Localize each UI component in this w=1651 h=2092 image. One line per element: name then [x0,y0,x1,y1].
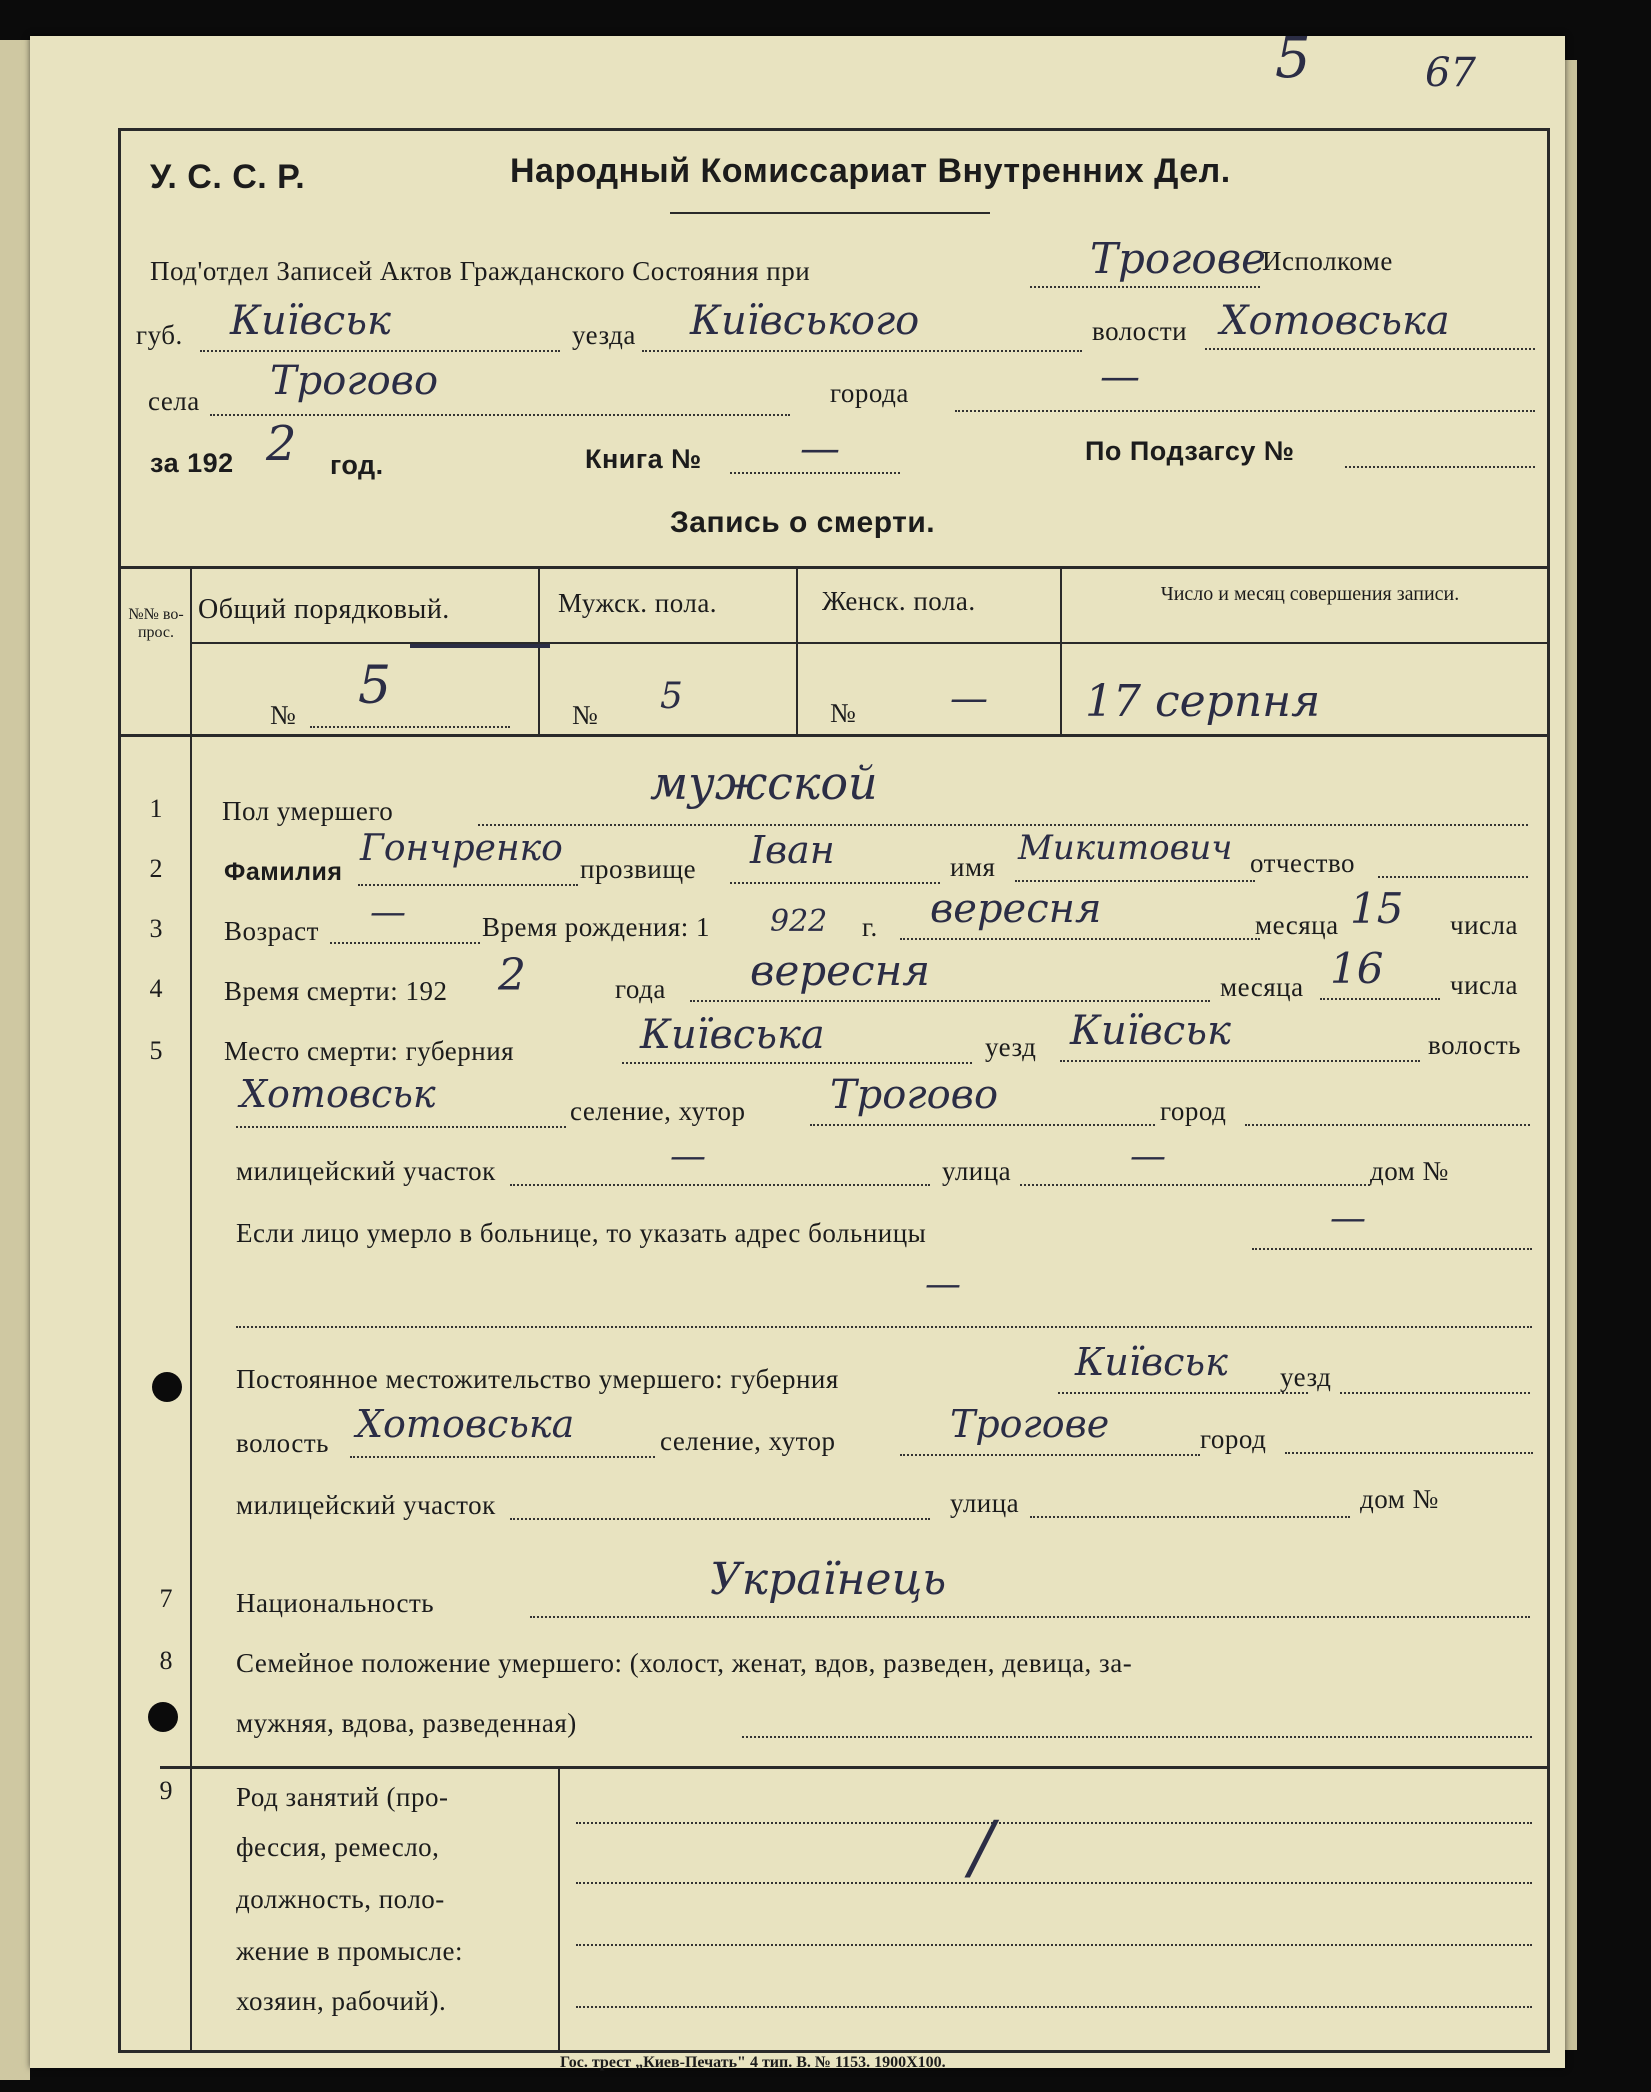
gorod2-label: город [1160,1096,1227,1126]
rod-label-2: фессия, ремесло, [236,1832,440,1862]
milic2-label: милицейский участок [236,1490,496,1520]
ulica-line [1020,1184,1370,1186]
table-col-a [190,566,192,736]
punch-hole-top [152,1372,182,1402]
gub-line [200,350,560,352]
mesyaca-label: месяца [1255,910,1339,940]
post-sel-hw: Трогове [950,1402,1110,1446]
podzag-label: По Подзагсу № [1085,436,1295,466]
imya-hw: Микитович [1018,828,1233,868]
bolnica-hw: — [1330,1198,1366,1239]
selo-line [210,414,790,416]
pol-label: Пол умершего [222,796,394,826]
rod-label-1: Род занятий (про- [236,1782,449,1812]
bolnica-hw2: — [925,1264,961,1305]
mesto-gub-hw: Київська [640,1012,825,1058]
table-col-c [796,566,798,736]
post-sel-line [900,1454,1200,1456]
uezd-label: уезда [572,320,636,350]
gub-hw: Київськ [230,298,391,344]
page-number: 67 [1425,50,1476,96]
mesyaca2-label: месяца [1220,972,1304,1002]
imya-line [1015,880,1255,882]
gorod-hw: — [1100,354,1140,400]
podzag-line [1345,466,1535,468]
document-page [30,26,1565,2071]
frame-left [118,128,121,2053]
mesto-sel-line [810,1124,1155,1126]
smert-month-hw: вересня [750,946,931,995]
punch-hole-bottom [148,1702,178,1732]
uezd-hw: Київського [690,298,920,344]
post-vol-line [350,1456,655,1458]
col-header-general: Общий порядковый. [198,594,450,625]
imya-label: имя [950,852,996,882]
no-label-2: № [572,700,599,730]
volost-label: волости [1092,316,1188,346]
dept-hw: Трогове [1090,234,1266,283]
rod-line-1 [576,1822,1532,1824]
dept-prefix: Под'отдел Записей Актов Гражданского Состояния при [150,256,811,286]
pol-hw: мужской [650,756,878,810]
chisla-label: числа [1450,910,1518,940]
record-title: Запись о смерти. [670,506,936,539]
vr-smerti-label: Время смерти: 192 [224,976,448,1006]
milic-label: милицейский участок [236,1156,496,1186]
semein-line [742,1736,1532,1738]
rozhd-day-hw: 15 [1350,884,1404,933]
vr-rozhd-hw: 922 [770,904,828,939]
dept-line [1030,286,1260,288]
chisla2-label: числа [1450,970,1518,1000]
col-header-question-no: №№ во- прос. [128,606,184,641]
mesto-gub-line [622,1062,972,1064]
ulica2-label: улица [950,1488,1020,1518]
prozv-label: прозвище [580,854,697,884]
mesto-uezd-line [1060,1060,1420,1062]
bolnica-line2 [236,1326,1532,1328]
selenie2-label: селение, хутор [660,1426,836,1456]
selenie-label: селение, хутор [570,1096,746,1126]
vozrast-label: Возраст [224,916,319,946]
rod-line-4 [576,2006,1532,2008]
row-num-2: 2 [149,854,163,883]
bolnica-label: Если лицо умерло в больнице, то указать адрес больницы [236,1218,927,1248]
ulica2-line [1030,1516,1350,1518]
row-num-1: 1 [149,794,163,823]
rod-line-3 [576,1944,1532,1946]
vr-rozhd-label: Время рождения: 1 [482,912,711,942]
mesto-vol-line [236,1126,566,1128]
bolnica-line [1252,1248,1532,1250]
kniga-line [730,472,900,474]
uezd3-line [1340,1392,1530,1394]
smert-month-line [690,1000,1210,1002]
pol-line [478,824,1528,826]
familia-line [358,884,578,886]
volost-hw: Хотовська [1220,298,1450,344]
smert-day-hw: 16 [1330,944,1384,993]
za-label: за 192 [150,448,234,478]
prozv-line [730,882,940,884]
col3-hw: — [950,676,988,720]
smert-day-line [1320,998,1440,1000]
frame-bottom [118,2050,1550,2053]
mesto-uezd-hw: Київськ [1070,1008,1231,1054]
rod-label-4: жение в промысле: [236,1936,464,1966]
header-divider [670,212,990,214]
familia-hw: Гончренко [360,828,563,869]
dept-suffix: Исполкоме [1262,246,1393,276]
no-line-1 [310,726,510,728]
ministry-title: Народный Комиссариат Внутренних Дел. [510,152,1231,190]
row-num-5: 5 [149,1036,163,1065]
table-mid [190,642,1547,644]
table-col-b [538,566,540,736]
vozrast-hw: — [370,892,406,933]
g-label: г. [862,912,878,942]
rod-box-divider [558,1766,560,2050]
dom2-label: дом № [1360,1484,1439,1514]
semein-label2: мужняя, вдова, разведенная) [236,1708,577,1738]
rod-label-5: хозяин, рабочий). [236,1986,447,2016]
col2-hw: 5 [660,676,683,717]
table-col-d [1060,566,1062,736]
kniga-label: Книга № [585,444,702,474]
kniga-hw: — [800,426,840,472]
gorod-line [955,410,1535,412]
row-num-7: 7 [159,1584,173,1613]
smert-year-hw: 2 [498,950,526,1001]
row-num-3: 3 [149,914,163,943]
goda-label: года [615,974,666,1004]
milic2-line [510,1518,930,1520]
col1-hw: 5 [358,656,392,716]
no-label-1: № [270,700,297,730]
nacional-line [530,1616,1530,1618]
mesto-sel-hw: Трогово [830,1072,999,1118]
volost2-label: волость [1428,1030,1521,1060]
mesto-vol-hw: Хотовськ [240,1072,436,1116]
row-num-8: 8 [159,1646,173,1675]
rod-label-3: должность, поло- [236,1884,445,1914]
mesto-label: Место смерти: губерния [224,1036,515,1066]
corner-mark: 5 [1275,26,1311,91]
page-edge-left [0,40,30,2080]
nacional-hw: Українець [710,1554,947,1605]
table-bottom [121,734,1547,737]
col1-underline-stroke [410,644,550,648]
uezd2-label: уезд [985,1032,1037,1062]
col-header-date: Число и месяц совершения записи. [1160,583,1460,605]
uezd-line [642,350,1082,352]
post-gub-hw: Київськ [1075,1340,1228,1384]
otch-label: отчество [1250,848,1356,878]
ulica-hw: — [1130,1136,1166,1177]
selo-label: села [148,386,200,416]
gorod-label: города [830,378,909,408]
republic-label: У. С. С. Р. [150,158,306,196]
body-divider [190,736,192,2050]
semein-label: Семейное положение умершего: (холост, женат, вдов, разведен, девица, за- [236,1648,1133,1678]
milic-line [510,1184,930,1186]
otch-line [1378,876,1528,878]
post-gub-line [1058,1392,1308,1394]
uezd3-label: уезд [1280,1362,1332,1392]
no-label-3: № [830,698,857,728]
gub-label: губ. [136,320,183,350]
gorod2-line [1245,1124,1530,1126]
volost-line [1205,348,1535,350]
volost3-label: волость [236,1428,329,1458]
dom-label: дом № [1370,1156,1449,1186]
row-num-9: 9 [159,1776,173,1805]
rozhd-month-hw: вересня [930,886,1102,932]
frame-top [118,128,1550,131]
vozrast-line [330,942,480,944]
familia-label: Фамилия [224,858,343,886]
rozhd-month-line [900,938,1260,940]
postoyan-label: Постоянное местожительство умершего: губерния [236,1364,839,1394]
milic-hw: — [670,1136,706,1177]
gorod3-line [1285,1452,1533,1454]
frame-right [1547,128,1550,2053]
ulica-label: улица [942,1156,1012,1186]
rod-line-2 [576,1882,1532,1884]
col-header-female: Женск. пола. [822,586,976,616]
rod-hw: / [970,1806,994,1888]
row-num-4: 4 [149,974,163,1003]
prozv-hw: Іван [750,828,835,872]
post-vol-hw: Хотовська [356,1402,575,1446]
gorod3-label: город [1200,1424,1267,1454]
nacional-label: Национальность [236,1588,435,1618]
table-top [121,566,1547,569]
year-hw: 2 [266,416,297,472]
selo-hw: Трогово [270,358,439,404]
god-label: год. [330,450,384,480]
rod-box-top [160,1766,1547,1769]
col4-hw: 17 серпня [1085,676,1321,727]
printer-footer: Гос. трест „Киев-Печать" 4 тип. В. № 1153. 1900Х100. [560,2054,946,2071]
col-header-male: Мужск. пола. [558,588,718,618]
